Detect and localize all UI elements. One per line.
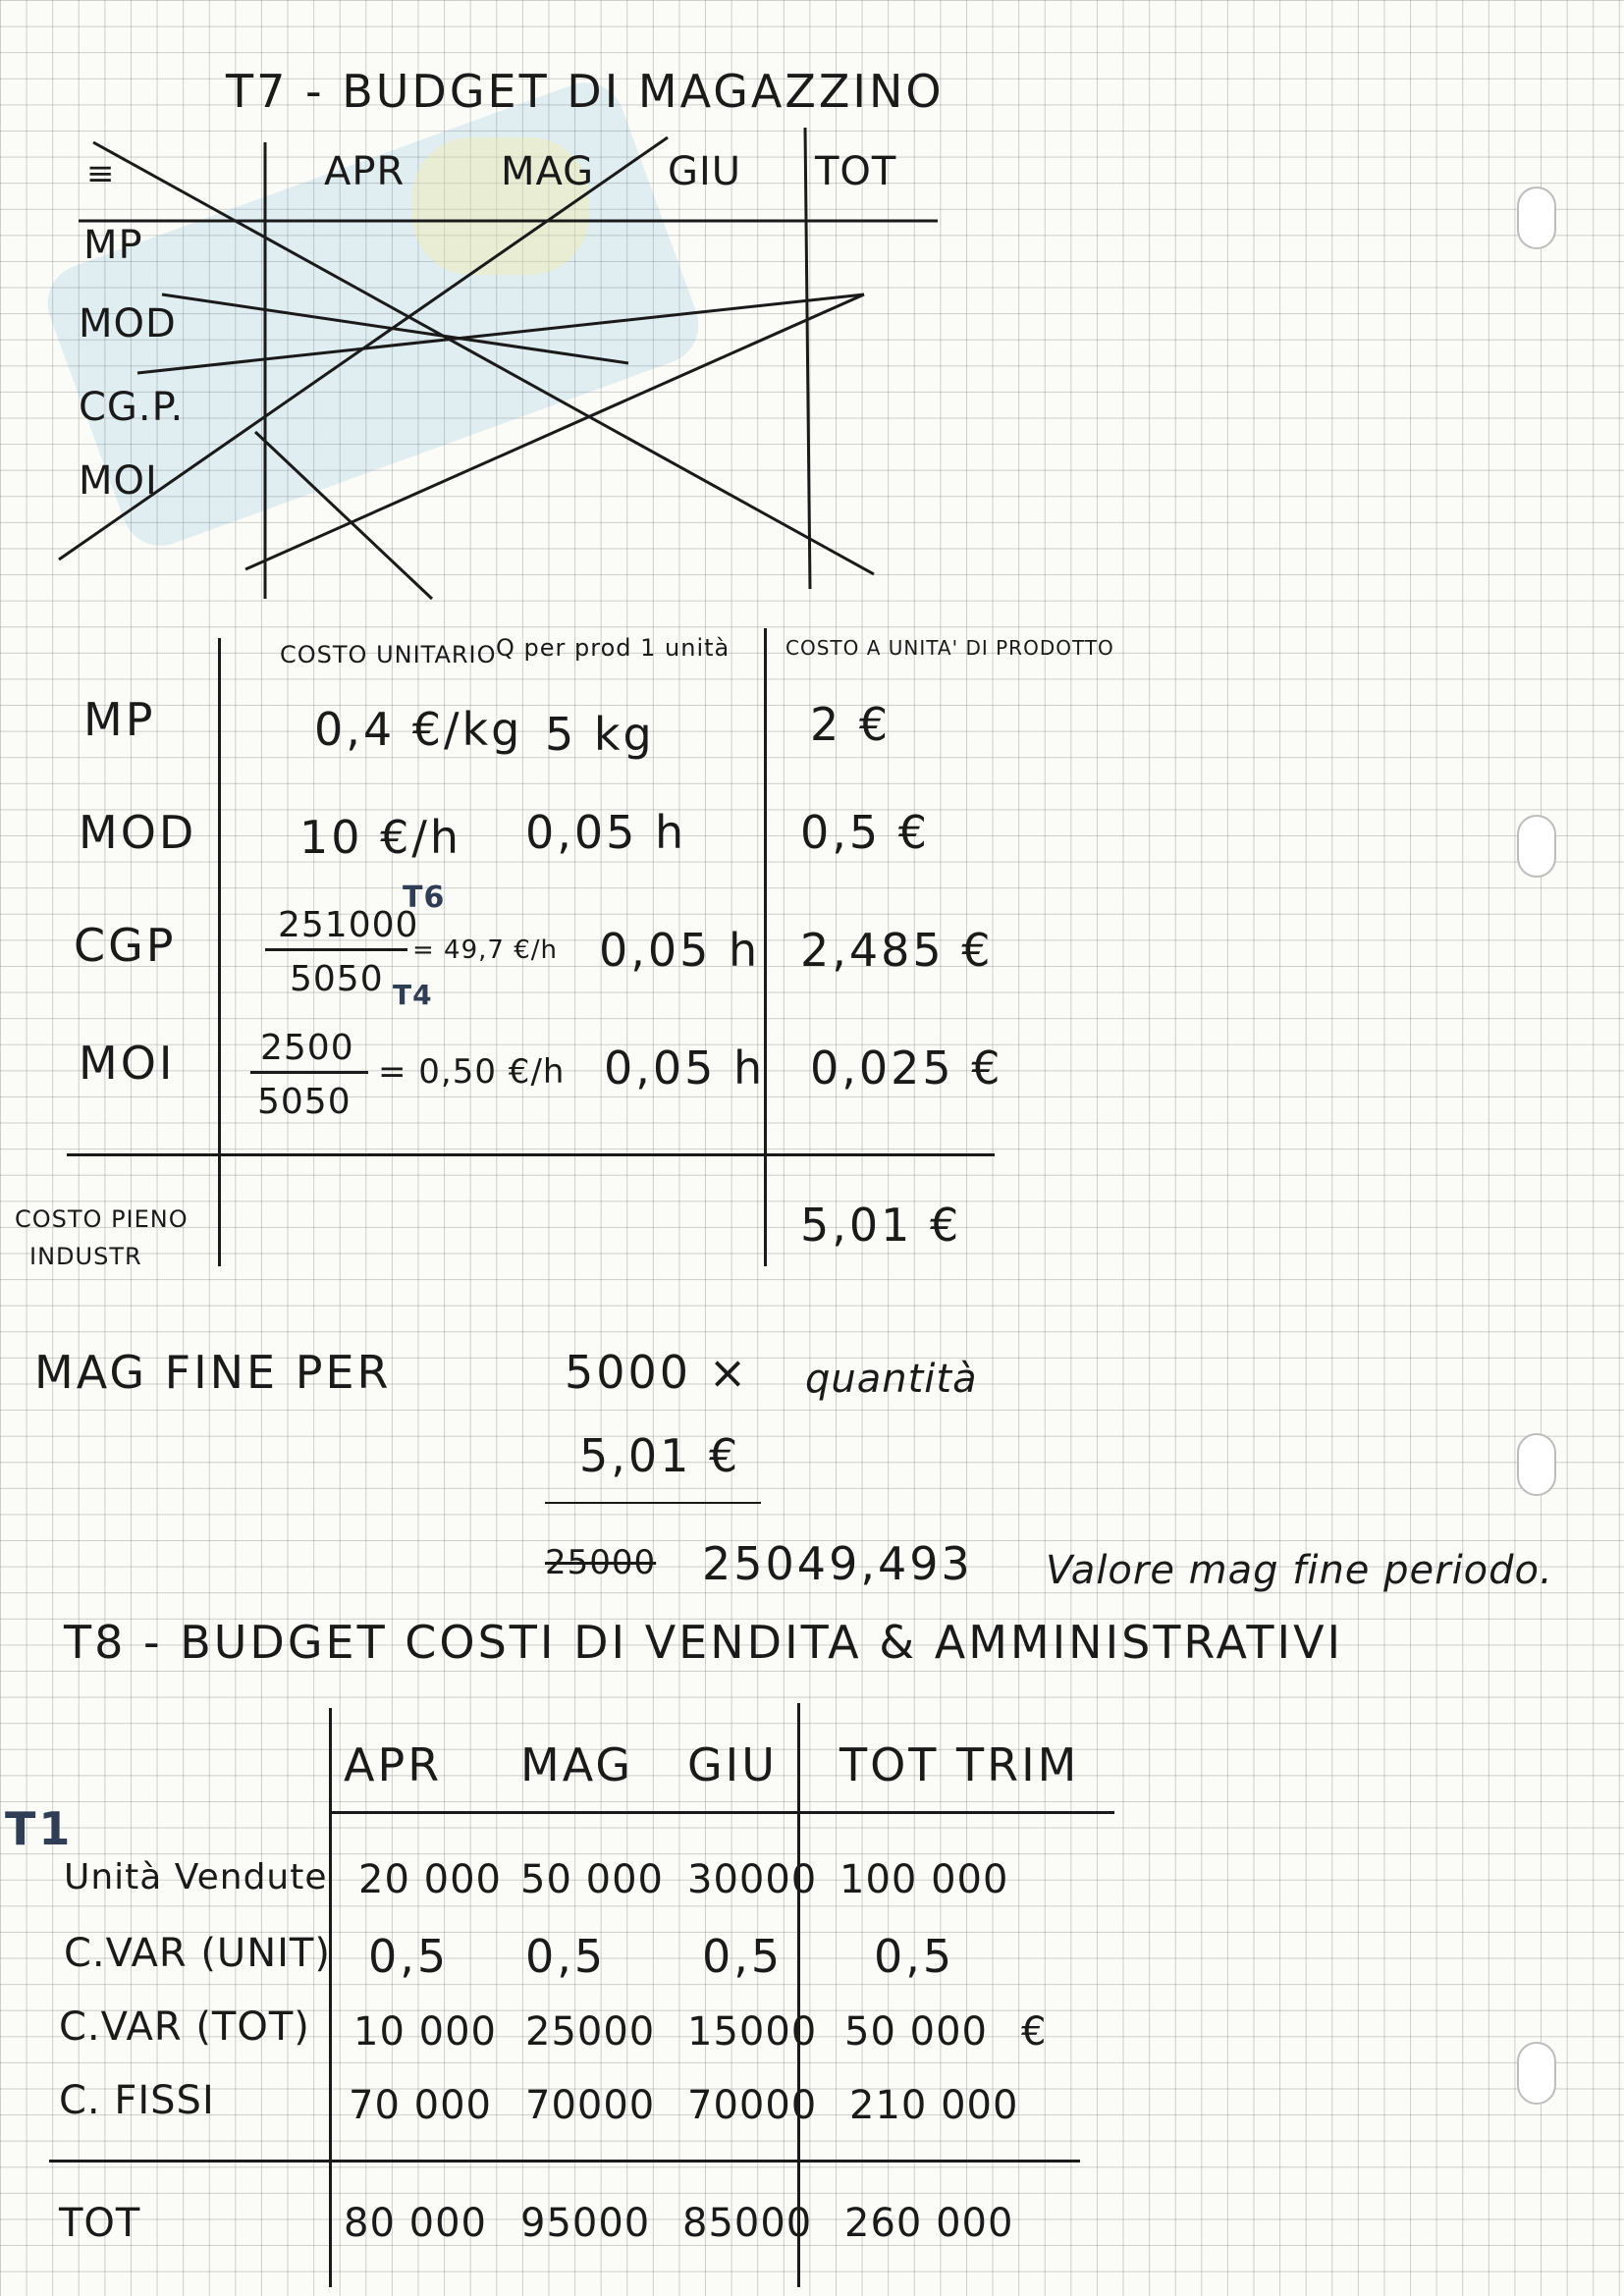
cost-total-label-1: COSTO PIENO xyxy=(15,1205,189,1233)
t8-cell: 0,5 xyxy=(702,1930,784,1983)
cost-row-moi-den: 5050 xyxy=(257,1082,352,1122)
t8-header-apr: APR xyxy=(344,1738,443,1791)
cost-row-mod-unit-cost: 10 €/h xyxy=(299,811,462,864)
t8-ref: T1 xyxy=(5,1802,74,1855)
mag-fine-qty: 5000 × xyxy=(565,1346,750,1399)
mag-fine-bar xyxy=(545,1502,761,1504)
table-corner-mark: ≡ xyxy=(86,154,116,193)
t8-row-label: C.VAR (UNIT) xyxy=(64,1931,331,1976)
mag-fine-result-note: Valore mag fine periodo. xyxy=(1046,1548,1553,1593)
cost-row-cgp-result: = 49,7 €/h xyxy=(412,935,558,965)
cost-row-moi-cost: 0,025 € xyxy=(810,1041,1003,1095)
cost-row-moi-qty: 0,05 h xyxy=(604,1041,766,1095)
crossed-row-cgp: CG.P. xyxy=(79,385,185,430)
cost-row-cgp-den: 5050 xyxy=(290,959,384,999)
t8-total-label: TOT xyxy=(59,2201,141,2246)
t8-total-cell: 80 000 xyxy=(344,2201,487,2246)
t8-cell: 50 000 xyxy=(844,2009,988,2055)
mag-fine-crossed: 25000 xyxy=(545,1543,657,1582)
t8-cell: 20 000 xyxy=(358,1857,502,1902)
crossed-row-mod: MOD xyxy=(79,301,177,347)
mag-fine-unit-cost: 5,01 € xyxy=(579,1429,741,1482)
cost-row-mod-cost: 0,5 € xyxy=(800,806,931,859)
col-cost-per-unit: COSTO A UNITA' DI PRODOTTO xyxy=(785,636,1114,660)
cost-row-cgp-num: 251000 xyxy=(278,905,419,945)
cost-row-cgp-qty: 0,05 h xyxy=(599,924,761,977)
t8-hline-total xyxy=(49,2160,1080,2163)
cost-row-mp-qty: 5 kg xyxy=(545,708,655,761)
cost-row-mp-cost: 2 € xyxy=(810,698,892,751)
t8-cell: 70000 xyxy=(687,2083,818,2128)
t8-row-label: Unità Vendute xyxy=(64,1857,328,1897)
mag-fine-label: MAG FINE PER xyxy=(34,1346,392,1399)
crossed-row-mp: MP xyxy=(83,223,143,268)
cost-row-mp-unit-cost: 0,4 €/kg xyxy=(314,703,523,756)
cost-row-moi-fraction-bar xyxy=(250,1071,368,1074)
t8-row-label: C.VAR (TOT) xyxy=(59,2004,310,2050)
t8-cell: 10 000 xyxy=(353,2009,497,2055)
t8-total-cell: 95000 xyxy=(520,2201,651,2246)
cost-row-moi-label: MOI xyxy=(79,1037,176,1090)
crossed-header-mag: MAG xyxy=(501,149,595,194)
t8-cell: 25000 xyxy=(525,2009,656,2055)
t8-row-unit: € xyxy=(1021,2009,1048,2055)
t8-cell: 100 000 xyxy=(839,1857,1009,1902)
cost-row-mod-label: MOD xyxy=(79,806,197,859)
t7-title: T7 - BUDGET DI MAGAZZINO xyxy=(226,65,945,118)
col-unit-cost: COSTO UNITARIO xyxy=(280,641,497,668)
t8-cell: 15000 xyxy=(687,2009,818,2055)
t8-row-label: C. FISSI xyxy=(59,2078,215,2123)
t8-cell: 0,5 xyxy=(525,1930,607,1983)
cost-row-mp-label: MP xyxy=(83,693,156,746)
cost-total-label-2: INDUSTR xyxy=(29,1243,142,1270)
t8-cell: 0,5 xyxy=(368,1930,450,1983)
cost-total-value: 5,01 € xyxy=(800,1199,962,1252)
t8-vline-right xyxy=(797,1703,800,2287)
cost-table-vline-right xyxy=(764,628,767,1266)
cost-row-cgp-note-top: T6 xyxy=(403,881,446,915)
t8-total-cell: 260 000 xyxy=(844,2201,1014,2246)
t8-header-tot: TOT TRIM xyxy=(839,1738,1080,1791)
t8-cell: 210 000 xyxy=(849,2083,1019,2128)
crossed-header-giu: GIU xyxy=(668,149,742,194)
t8-total-cell: 85000 xyxy=(682,2201,813,2246)
t8-cell: 70000 xyxy=(525,2083,656,2128)
col-qty: Q per prod 1 unità xyxy=(496,634,731,662)
t8-title: T8 - BUDGET COSTI DI VENDITA & AMMINISTRATIVI xyxy=(64,1616,1344,1669)
cost-row-moi-result: = 0,50 €/h xyxy=(378,1052,566,1092)
cost-row-cgp-cost: 2,485 € xyxy=(800,924,994,977)
t8-cell: 30000 xyxy=(687,1857,818,1902)
t8-vline-left xyxy=(329,1708,332,2287)
mag-fine-result: 25049,493 xyxy=(702,1537,973,1590)
cost-row-cgp-fraction-bar xyxy=(265,948,407,951)
cost-row-moi-num: 2500 xyxy=(260,1028,354,1068)
crossed-row-moi: MOI xyxy=(79,458,158,504)
t8-header-mag: MAG xyxy=(520,1738,633,1791)
t8-hline-header xyxy=(329,1811,1114,1814)
cost-row-cgp-label: CGP xyxy=(74,919,177,972)
cost-table-hline xyxy=(67,1153,995,1156)
t8-header-giu: GIU xyxy=(687,1738,778,1791)
t8-cell: 50 000 xyxy=(520,1857,664,1902)
t8-cell: 0,5 xyxy=(874,1930,955,1983)
cost-table-vline-left xyxy=(218,638,221,1266)
cost-row-mod-qty: 0,05 h xyxy=(525,806,687,859)
mag-fine-qty-note: quantità xyxy=(805,1357,978,1402)
crossed-header-tot: TOT xyxy=(815,149,897,194)
t8-cell: 70 000 xyxy=(349,2083,492,2128)
cost-row-cgp-note-bottom: T4 xyxy=(393,979,433,1011)
crossed-header-apr: APR xyxy=(324,149,406,194)
